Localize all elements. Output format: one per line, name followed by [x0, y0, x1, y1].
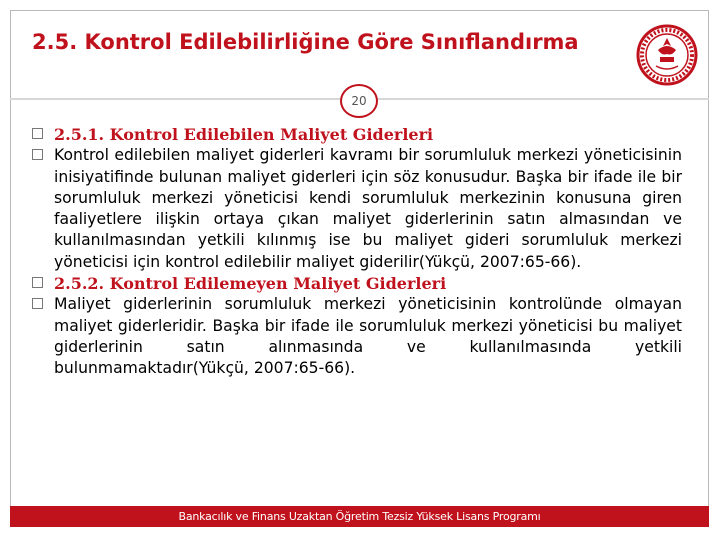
slide-content	[32, 124, 682, 380]
section-heading: 2.5.1. Kontrol Edilebilen Maliyet Giderleri	[54, 125, 434, 144]
list-item	[32, 294, 682, 379]
list-item	[32, 124, 682, 145]
list-item	[32, 273, 682, 294]
paragraph-text: Maliyet giderlerinin sorumluluk merkezi yöneticisinin kontrolünde olmayan maliyet giderleridir. Başka bir ifade ile sorumluluk merkezi yöneticisi bu maliyet giderlerinin satın alınmasında ve kullanılmasında yetkili bulunmamaktadır(Yükçü, 2007:65-66).	[54, 295, 682, 378]
page-number: 20	[340, 84, 378, 118]
checkbox-bullet-icon	[32, 298, 43, 309]
university-seal-icon	[636, 24, 698, 86]
paragraph-text: Kontrol edilebilen maliyet giderleri kavramı bir sorumluluk merkezi yöneticisinin inisiyatifinde bulunan maliyet giderleri için söz konusudur. Başka bir ifade ile bir sorumluluk merkezi yöneticisi kendi sorumluluk merkezinin konusuna giren faaliyetlere ilişkin ortaya çıkan maliyet giderlerinin satın almasından ve kullanılmasından yetkili kılınmış ise bu maliyet gideri sorumluluk merkezi yöneticisi için kontrol edilebilir maliyet giderilir(Yükçü, 2007:65-66).	[54, 146, 682, 271]
section-heading: 2.5.2. Kontrol Edilemeyen Maliyet Giderleri	[54, 274, 447, 294]
checkbox-bullet-icon	[32, 128, 43, 139]
slide-title: 2.5. Kontrol Edilebilirliğine Göre Sınıflandırma	[32, 30, 579, 54]
footer-bar	[10, 506, 709, 527]
list-item	[32, 145, 682, 273]
checkbox-bullet-icon	[32, 277, 43, 288]
footer-text: Bankacılık ve Finans Uzaktan Öğretim Tezsiz Yüksek Lisans Programı	[178, 510, 541, 523]
checkbox-bullet-icon	[32, 149, 43, 160]
